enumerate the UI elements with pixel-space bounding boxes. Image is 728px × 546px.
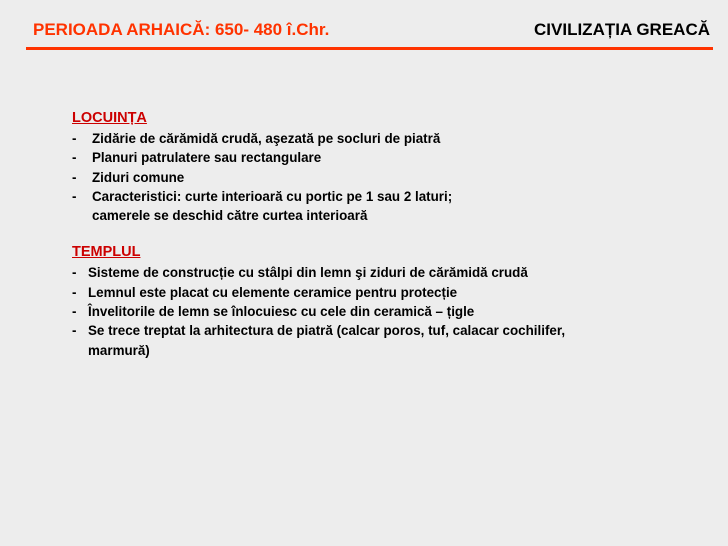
list-item [72, 321, 702, 360]
list-item-text: Caracteristici: curte interioară cu portic pe 1 sau 2 laturi; [92, 188, 453, 204]
bullet-list [72, 263, 702, 359]
dash-bullet: - [72, 304, 77, 320]
list-item-text: Lemnul este placat cu elemente ceramice pentru protecție [88, 284, 458, 300]
dash-bullet: - [72, 150, 77, 166]
list-item [72, 302, 702, 321]
section-locuinta [72, 108, 702, 225]
header-divider [26, 47, 713, 50]
list-item-text: Planuri patrulatere sau rectangulare [92, 150, 322, 166]
dash-bullet: - [72, 131, 77, 146]
section-title: TEMPLUL [72, 244, 141, 261]
section-title: LOCUINȚA [72, 110, 147, 126]
civilization-title: CIVILIZAȚIA GREACĂ [534, 20, 710, 39]
list-item [72, 283, 702, 302]
list-item-text: Sisteme de construcție cu stâlpi din lemn şi ziduri de cărămidă crudă [88, 265, 528, 281]
list-item [72, 148, 702, 167]
list-item-continuation: marmură) [88, 342, 150, 358]
list-item-text: Zidărie de cărămidă crudă, aşezată pe socluri de piatră [92, 131, 441, 146]
period-title: PERIOADA ARHAICĂ: 650- 480 î.Chr. [33, 20, 330, 39]
list-item [72, 187, 702, 226]
dash-bullet: - [72, 284, 77, 300]
list-item [72, 263, 702, 282]
dash-bullet: - [72, 265, 77, 281]
dash-bullet: - [72, 188, 77, 204]
dash-bullet: - [72, 169, 77, 185]
slide-content [72, 108, 702, 360]
list-item-text: Ziduri comune [92, 169, 185, 185]
list-item [72, 168, 702, 187]
list-item-continuation: camerele se deschid către curtea interioară [92, 208, 368, 224]
bullet-list [72, 129, 702, 225]
list-item-text: Se trece treptat la arhitectura de piatră (calcar poros, tuf, calacar cochilifer, [88, 323, 566, 339]
list-item [72, 129, 702, 148]
list-item-text: Învelitorile de lemn se înlocuiesc cu cele din ceramică – țigle [88, 304, 475, 320]
dash-bullet: - [72, 323, 77, 339]
section-templul [72, 242, 702, 359]
